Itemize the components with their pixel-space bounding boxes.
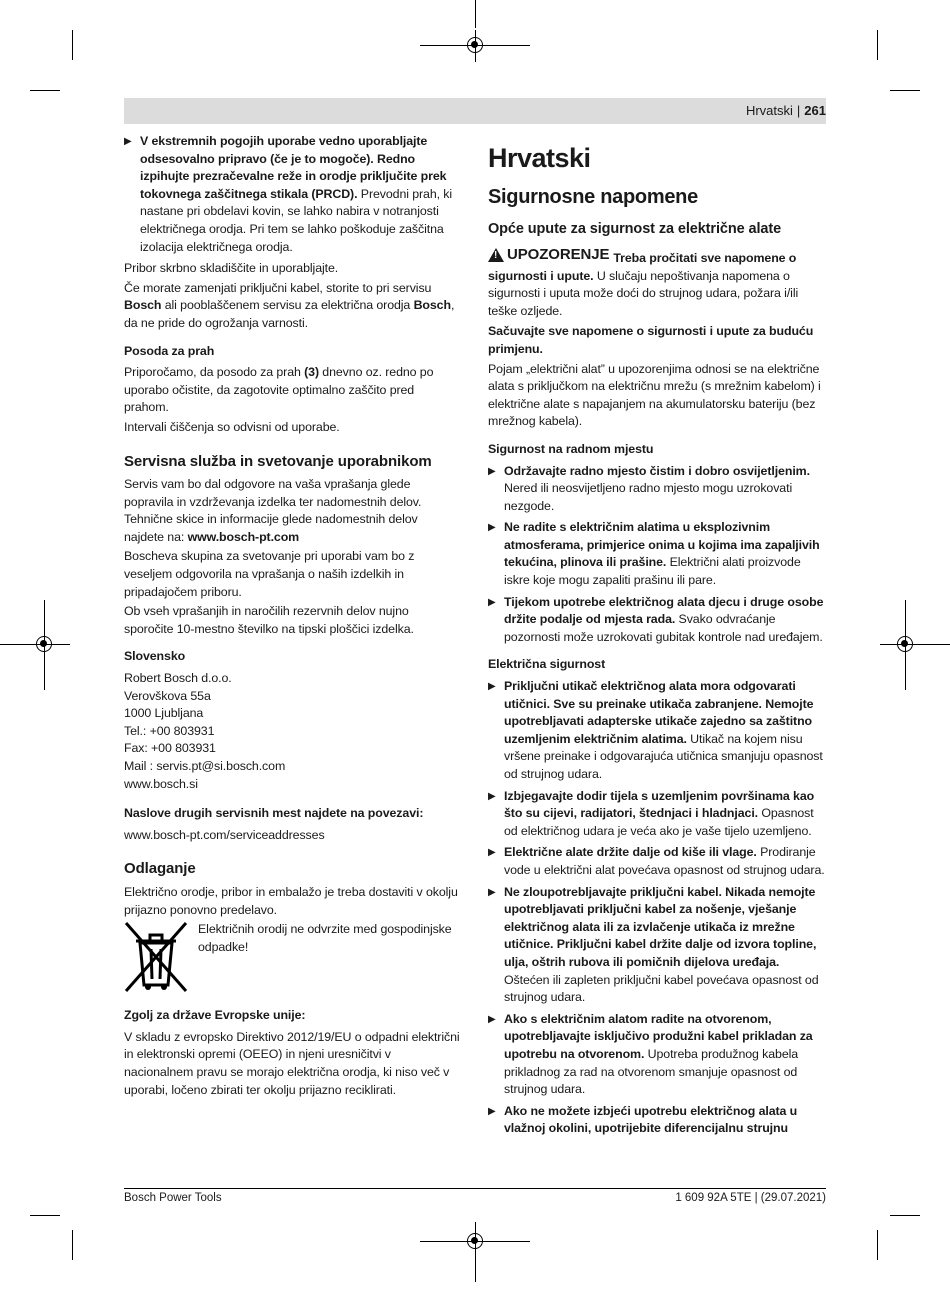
service-link[interactable]: www.bosch-pt.com/serviceaddresses xyxy=(124,827,325,842)
bullet-triangle-icon: ▶ xyxy=(488,681,496,693)
subheading-work-area: Sigurnost na radnom mjestu xyxy=(488,441,654,456)
crop-mark xyxy=(30,1215,60,1216)
bullet-item: ▶ Izbjegavajte dodir tijela s uzemljenim površinama kao što su cijevi, radijatori, štednjaci i hladnjaci. Opasnost od električnog udara je veća ako je vaše tijelo uzemljeno. xyxy=(488,788,815,838)
paragraph: Servis vam bo dal odgovore na vaša vprašanja glede popravila in vzdrževanja izdelka ter nadomestnih delov. Tehnične skice in informacije glede nadomestnih delov najdete na: www.bosch-pt.com xyxy=(124,477,422,544)
paragraph: Ob vseh vprašanjih in naročilih rezervnih delov nujno sporočite 10-mestno številko na tipski ploščici izdelka. xyxy=(124,604,414,636)
address-line: Tel.: +00 803931 xyxy=(124,723,215,738)
bullet-item: ▶ Ne radite s električnim alatima u eksplozivnim atmosferama, primjerice onima u kojima ima zapaljivih tekućina, plinova ili prašine. Električni alati proizvode iskre koje mogu zapaliti prašinu ili pare. xyxy=(488,520,820,588)
paragraph: Boscheva skupina za svetovanje pri uporabi vam bo z veseljem odgovorila na vprašanja o naših izdelkih in pripadajočem priboru. xyxy=(124,549,415,599)
footer-docnumber: 1 609 92A 5TE | (29.07.2021) xyxy=(675,1192,826,1204)
right-column xyxy=(488,133,826,1142)
address-line: Robert Bosch d.o.o. xyxy=(124,671,232,686)
bullet-triangle-icon: ▶ xyxy=(488,1013,496,1025)
bullet-triangle-icon: ▶ xyxy=(488,596,496,608)
heading-general: Opće upute za sigurnost za električne alate xyxy=(488,220,782,237)
address-line: Mail : servis.pt@si.bosch.com xyxy=(124,759,286,773)
registration-mark-icon xyxy=(36,636,52,652)
paragraph: Priporočamo, da posodo za prah (3) dnevno oz. redno po uporabo očistite, da zagotovite optimalno zaščito pred prahom. xyxy=(124,365,434,415)
paragraph-bold: Sačuvajte sve napomene o sigurnosti i upute za buduću primjenu. xyxy=(488,324,814,356)
subheading-other-service: Naslove drugih servisnih mest najdete na povezavi: xyxy=(124,806,424,821)
crossed-bin-icon xyxy=(124,921,188,993)
subheading-electrical: Električna sigurnost xyxy=(488,657,606,672)
crop-mark xyxy=(475,1222,476,1282)
subheading-eu: Zgolj za države Evropske unije: xyxy=(124,1008,306,1023)
crop-mark xyxy=(475,0,476,28)
subheading-country: Slovensko xyxy=(124,649,186,664)
left-column xyxy=(124,133,460,1101)
crop-mark xyxy=(880,644,950,645)
bullet-triangle-icon: ▶ xyxy=(488,465,496,477)
bullet-triangle-icon: ▶ xyxy=(488,790,496,802)
heading-disposal: Odlaganje xyxy=(124,860,196,878)
heading-service: Servisna služba in svetovanje uporabnikom xyxy=(124,452,432,470)
section-title: Sigurnosne napomene xyxy=(488,186,698,208)
paragraph: V skladu z evropsko Direktivo 2012/19/EU o odpadni električni in elektronski opremi (OEEO) in njeni uresničitvi v nacionalnem pravu se morajo električna orodja, ki niso več v uporabi, ločeno zbirati ter okolju prijazno reciklirati. xyxy=(124,1029,460,1097)
header-language: Hrvatski xyxy=(745,103,793,118)
crop-mark xyxy=(890,90,920,91)
warning-triangle-icon xyxy=(488,248,504,262)
crop-mark xyxy=(877,1230,878,1260)
bullet-item: ▶ Ne zloupotrebljavajte priključni kabel. Nikada nemojte upotrebljavati priključni kabel za nošenje, vješanje električnog alata ili za izvlačenje utikača iz mrežne utičnice. Priključni kabel držite dalje od izvora topline, ulja, oštrih rubova ili pomičnih dijelova uređaja. Oštećen ili zapleten priključni kabel povećava opasnost od strujnog udara. xyxy=(488,884,819,1005)
address-line: Verovškova 55a xyxy=(124,688,211,703)
bullet-item: ▶ Tijekom upotrebe električnog alata djecu i druge osobe držite podalje od mjesta rada. Svako odvraćanje pozornosti može uzrokovati gubitak kontrole nad uređajem. xyxy=(488,594,824,644)
page-header: Hrvatski | 261 xyxy=(745,103,826,118)
bullet-item: ▶ V ekstremnih pogojih uporabe vedno uporabljajte odsesovalno pripravo (če je to mogoče). Redno izpihujte prezračevalne reže in orodje priključite prek tokovnega zaščitnega stikala (PRCD). Prevodni prah, ki nastane pri obdelavi kovin, se lahko nabira v notranjosti električnega orodja. Pri tem se lahko poškoduje zaščitna izolacija električnega orodja. xyxy=(124,134,453,254)
registration-mark-icon xyxy=(897,636,913,652)
bullet-triangle-icon: ▶ xyxy=(488,847,496,859)
bullet-item: ▶ Ako s električnim alatom radite na otvorenom, upotrebljavajte isključivo produžni kabel prikladan za upotrebu na otvorenom. Upotreba produžnog kabela prikladnog za rad na otvorenom smanjuje opasnost od strujnog udara. xyxy=(488,1011,813,1097)
bullet-item: ▶ Ako ne možete izbjeći upotrebu električnog alata u vlažnoj okolini, upotrijebite diferencijalnu strujnu xyxy=(488,1103,798,1136)
bullet-item: ▶ Održavajte radno mjesto čistim i dobro osvijetljenim. Nered ili neosvijetljeno radno mjesto mogu uzrokovati nezgode. xyxy=(488,463,810,513)
bullet-triangle-icon: ▶ xyxy=(488,1105,496,1117)
address-line: 1000 Ljubljana xyxy=(124,706,204,721)
warning-block: ! UPOZORENJE Treba pročitati sve napomene o sigurnosti i upute. U slučaju nepoštivanja napomena o sigurnosti i uputa može doći do strujnog udara, požara i/ili teške ozljede. xyxy=(488,246,826,320)
bullet-item: ▶ Električne alate držite dalje od kiše ili vlage. Prodiranje vode u električni alat povećava opasnost od strujnog udara. xyxy=(488,845,825,877)
paragraph: Pribor skrbno skladiščite in uporabljajte. xyxy=(124,261,339,276)
bullet-triangle-icon: ▶ xyxy=(488,522,496,534)
address-line: www.bosch.si xyxy=(124,776,198,791)
crop-mark xyxy=(877,30,878,60)
weee-text: Električnih orodij ne odvrzite med gospodinjske odpadke! xyxy=(198,922,452,954)
paragraph: Električno orodje, pribor in embalažo je treba dostaviti v okolju prijazno ponovno predelavo. xyxy=(124,884,458,917)
paragraph: Pojam „električni alat” u upozorenjima odnosi se na električne alata s priključkom na električnu mrežu (s mrežnim kabelom) i električne alate s napajanjem na akumulatorsku bateriju (bez mrežnog kabela). xyxy=(488,361,821,429)
bullet-item: ▶ Priključni utikač električnog alata mora odgovarati utičnici. Sve su preinake utikača zabranjene. Nemojte upotrebljavati adapterske utikače zajedno sa zaštitno uzemljenim električnim alatima. Utikač na kojem nisu vršene preinake i odgovarajuća utičnica smanjuju opasnost od strujnog udara. xyxy=(488,679,823,782)
crop-mark xyxy=(72,1230,73,1260)
registration-mark-icon xyxy=(467,1233,483,1249)
weee-block xyxy=(124,921,460,993)
bullet-triangle-icon: ▶ xyxy=(124,136,132,147)
crop-mark xyxy=(0,644,70,645)
bullet-triangle-icon: ▶ xyxy=(488,886,496,898)
address-line: Fax: +00 803931 xyxy=(124,741,216,756)
crop-mark xyxy=(890,1215,920,1216)
registration-mark-icon xyxy=(467,37,483,53)
footer-rule xyxy=(124,1188,826,1189)
footer-brand: Bosch Power Tools xyxy=(124,1192,222,1204)
subheading-dust: Posoda za prah xyxy=(124,343,215,358)
crop-mark xyxy=(30,90,60,91)
paragraph: Če morate zamenjati priključni kabel, storite to pri servisu Bosch ali pooblaščenem servisu za električna orodja Bosch, da ne pride do ogrožanja varnosti. xyxy=(124,280,455,330)
header-band xyxy=(124,98,826,124)
paragraph: Intervali čiščenja so odvisni od uporabe. xyxy=(124,419,340,434)
address-block xyxy=(124,670,460,793)
page-title: Hrvatski xyxy=(488,143,591,173)
crop-mark xyxy=(72,30,73,60)
warning-label: ! UPOZORENJE xyxy=(488,246,609,264)
page-number: 261 xyxy=(804,103,826,118)
